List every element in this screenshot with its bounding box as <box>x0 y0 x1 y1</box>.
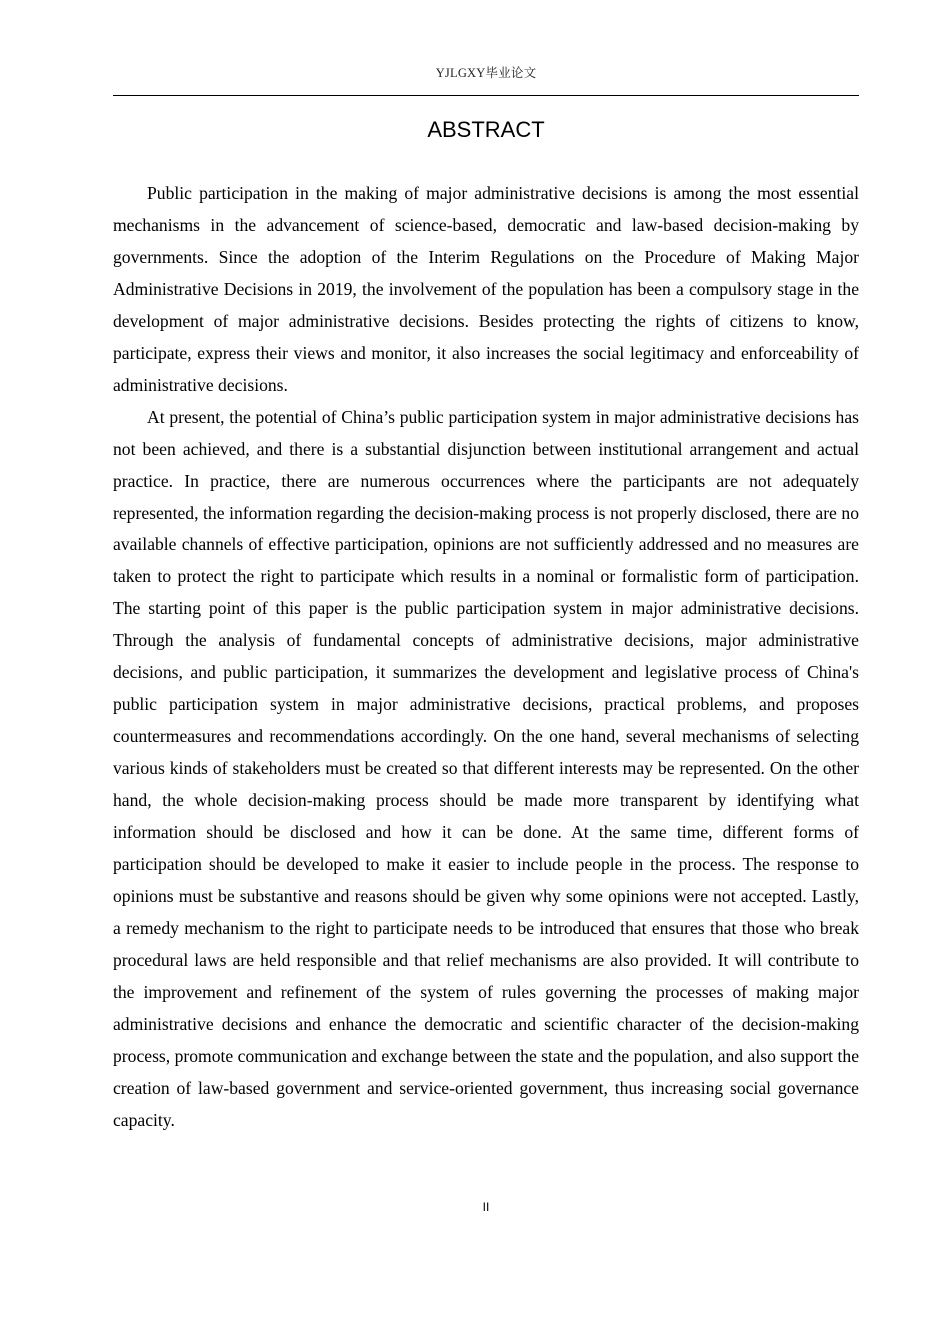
abstract-paragraph-1: Public participation in the making of major administrative decisions is among the most essential mechanisms in the advancement of science-based, democratic and law-based decision-making by governments. Since the adoption of the Interim Regulations on the Procedure of Making Major Administrative Decisions in 2019, the involvement of the population has been a compulsory stage in the development of major administrative decisions. Besides protecting the rights of citizens to know, participate, express their views and monitor, it also increases the social legitimacy and enforceability of administrative decisions. <box>113 183 859 395</box>
abstract-body <box>113 178 859 1137</box>
running-header: YJLGXY毕业论文 <box>435 66 537 80</box>
abstract-title: ABSTRACT <box>427 117 545 142</box>
page-number: II <box>482 1200 490 1214</box>
abstract-paragraph-2: At present, the potential of China’s public participation system in major administrative decisions has not been achieved, and there is a substantial disjunction between institutional arrangement and actual practice. In practice, there are numerous occurrences where the participants are not adequately represented, the information regarding the decision-making process is not properly disclosed, there are no available channels of effective participation, opinions are not sufficiently addressed and no measures are taken to protect the right to participate which results in a nominal or formalistic form of participation. The starting point of this paper is the public participation system in major administrative decisions. Through the analysis of fundamental concepts of administrative decisions, major administrative decisions, and public participation, it summarizes the development and legislative process of China's public participation system in major administrative decisions, practical problems, and proposes countermeasures and recommendations accordingly. On the one hand, several mechanisms of selecting various kinds of stakeholders must be created so that different interests may be represented. On the other hand, the whole decision-making process should be made more transparent by identifying what information should be disclosed and how it can be done. At the same time, different forms of participation should be developed to make it easier to include people in the process. The response to opinions must be substantive and reasons should be given why some opinions were not accepted. Lastly, a remedy mechanism to the right to participate needs to be introduced that ensures that those who break procedural laws are held responsible and that relief mechanisms are also provided. It will contribute to the improvement and refinement of the system of rules governing the processes of making major administrative decisions and enhance the democratic and scientific character of the decision-making process, promote communication and exchange between the state and the population, and also support the creation of law-based government and service-oriented government, thus increasing social governance capacity. <box>113 406 859 1130</box>
header-rule <box>113 95 859 96</box>
